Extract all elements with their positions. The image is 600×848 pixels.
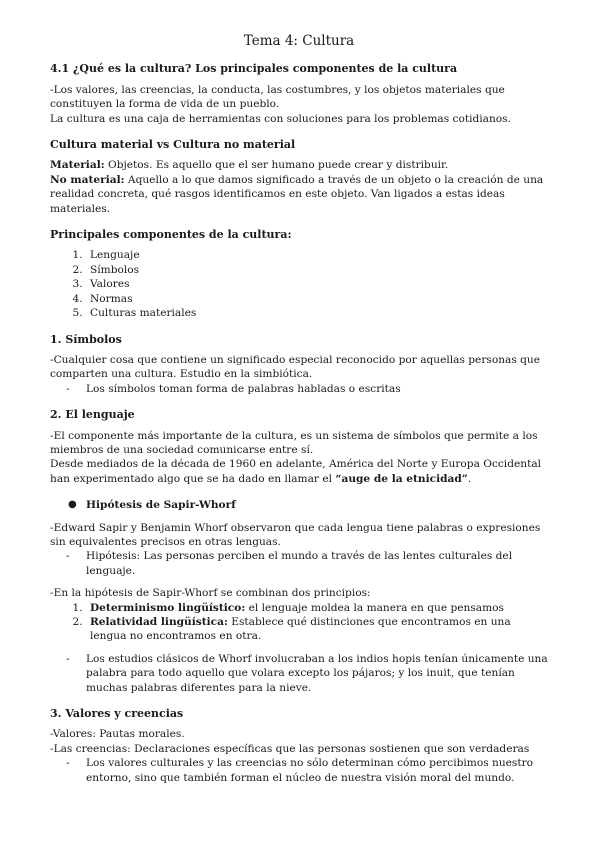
paragraph: -En la hipótesis de Sapir-Whorf se combinan dos principios: — [50, 587, 371, 600]
paragraph-no-material: No material: Aquello a lo que damos significado a través de un objeto o la creación de una realidad concreta, qué rasgos identificamos en este objeto. Van ligados a estas ideas materiales. — [50, 173, 544, 215]
list-item: - Hipótesis: Las personas perciben el mundo a través de las lentes culturales del lenguaje. — [66, 549, 548, 578]
bullet-icon: ● — [68, 499, 77, 511]
paragraph: -Cualquier cosa que contiene un significado especial reconocido por aquellas personas que comparten una cultura. Estudio en la simbiótica. — [50, 353, 541, 381]
list-item: 1. Lenguaje — [86, 248, 548, 262]
paragraph: -Valores: Pautas morales. — [50, 728, 185, 741]
list-item: 5. Culturas materiales — [86, 306, 548, 320]
dash-list — [50, 756, 548, 785]
paragraph: -Edward Sapir y Benjamin Whorf observaron que cada lengua tiene palabras o expresiones sin equivalentes precisos en otras lenguas. — [50, 521, 541, 548]
bullet-list — [50, 498, 548, 512]
section-heading-que-es-cultura: 4.1 ¿Qué es la cultura? Los principales componentes de la cultura — [50, 62, 458, 76]
list-item: - Los símbolos toman forma de palabras habladas o escritas — [66, 382, 548, 396]
section-heading-lenguaje: 2. El lenguaje — [50, 408, 135, 422]
section-heading-valores-creencias: 3. Valores y creencias — [50, 707, 184, 721]
paragraph: -El componente más importante de la cultura, es un sistema de símbolos que permite a los miembros de una sociedad comunicarse entre sí. — [50, 429, 538, 456]
list-item-sapir-whorf: ● Hipótesis de Sapir-Whorf — [68, 499, 236, 512]
list-item: - Los estudios clásicos de Whorf involucraban a los indios hopis tenían únicamente una palabra para todo aquello que volara excepto los pájaros; y los inuit, que tenían muchas palabras diferentes para la nieve. — [66, 652, 548, 695]
page-title: Tema 4: Cultura — [243, 33, 355, 49]
section-heading-material-vs-no-material: Cultura material vs Cultura no material — [50, 138, 296, 152]
list-item: 2. Símbolos — [86, 263, 548, 277]
list-item: 3. Valores — [86, 277, 548, 291]
dash-list — [50, 382, 548, 396]
term-label: No material: — [50, 173, 125, 186]
paragraph-material: Material: Objetos. Es aquello que el ser humano puede crear y distribuir. — [50, 159, 449, 172]
paragraph: -Las creencias: Declaraciones específicas que las personas sostienen que son verdaderas — [50, 742, 530, 755]
list-item: - Los valores culturales y las creencias no sólo determinan cómo percibimos nuestro entorno, sino que también forman el núcleo de nuestra visión moral del mundo. — [66, 756, 548, 785]
section-heading-simbolos: 1. Símbolos — [50, 332, 122, 346]
paragraph: La cultura es una caja de herramientas con soluciones para los problemas cotidianos. — [50, 112, 511, 125]
term-label: Material: — [50, 159, 105, 172]
dash-list — [50, 549, 548, 578]
paragraph: -Los valores, las creencias, la conducta, las costumbres, y los objetos materiales que constituyen la forma de vida de un pueblo. — [50, 83, 505, 111]
components-list — [50, 248, 548, 320]
paragraph-etnicidad: Desde mediados de la década de 1960 en adelante, América del Norte y Europa Occidental han experimentado algo que se ha dado en llamar el “auge de la etnicidad”. — [50, 458, 542, 485]
section-heading-componentes: Principales componentes de la cultura: — [50, 228, 292, 242]
list-item: 2. Relatividad lingüística: Establece qué distinciones que encontramos en una lengua no encontramos en otra. — [86, 615, 548, 644]
list-item: 4. Normas — [86, 292, 548, 306]
principles-list — [50, 601, 548, 644]
list-item: 1. Determinismo lingüístico: el lenguaje moldea la manera en que pensamos — [86, 601, 548, 615]
dash-list — [50, 652, 548, 695]
